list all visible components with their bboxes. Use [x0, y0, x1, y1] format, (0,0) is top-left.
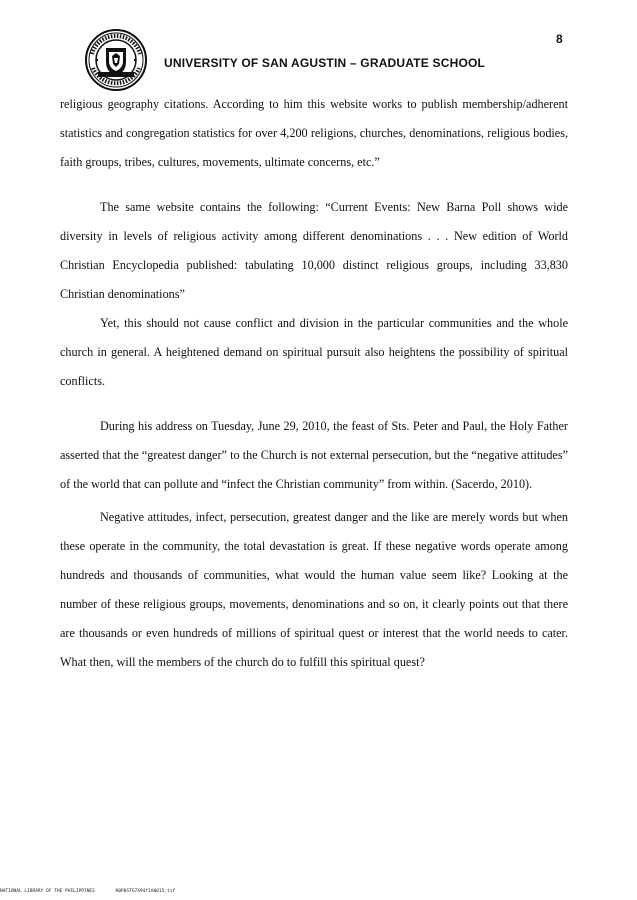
paragraph: Yet, this should not cause conflict and division in the particular communities and the whole church in general. A heightened demand on spiritual pursuit also heightens the possibility of spiritual conflicts. [60, 316, 568, 388]
page-header-title: UNIVERSITY OF SAN AGUSTIN – GRADUATE SCHOOL [164, 56, 486, 70]
page-number: 8 [556, 32, 563, 46]
library-name: NATIONAL LIBRARY OF THE PHILIPPINES [0, 889, 95, 894]
paragraph: The same website contains the following: “Current Events: New Barna Poll shows wide diversity in levels of religious activity among different denominations . . . New edition of World Christian Encyclopedia published: tabulating 10,000 distinct religious groups, including 33,830 Christian denominations” [60, 200, 568, 301]
paragraph: religious geography citations. According to him this website works to publish membership/adherent statistics and congregation statistics for over 4,200 religions, churches, denominations, religious bodies, faith groups, tribes, cultures, movements, ultimate concerns, etc.” [60, 97, 568, 169]
body-text [60, 90, 568, 677]
paragraph: During his address on Tuesday, June 29, 2010, the feast of Sts. Peter and Paul, the Holy Father asserted that the “greatest danger” to the Church is not external persecution, but the “negative attitudes” of the world that can pollute and “infect the Christian community” from within. (Sacerdo, 2010). [60, 419, 568, 491]
paragraph: Negative attitudes, infect, persecution, greatest danger and the like are merely words but when these operate in the community, the total devastation is great. If these negative words operate among hundreds and thousands of communities, what would the human value seem like? Looking at the number of these religious groups, movements, denominations and so on, it clearly points out that there are thousands or even hundreds of millions of spiritual quest or interest that the world needs to cater. What then, will the members of the church do to fulfill this spiritual quest? [60, 510, 568, 669]
file-id: R0P0STG7X94f1A0015.tif [115, 889, 176, 894]
scan-footer [0, 889, 175, 895]
university-seal-icon [84, 28, 148, 92]
